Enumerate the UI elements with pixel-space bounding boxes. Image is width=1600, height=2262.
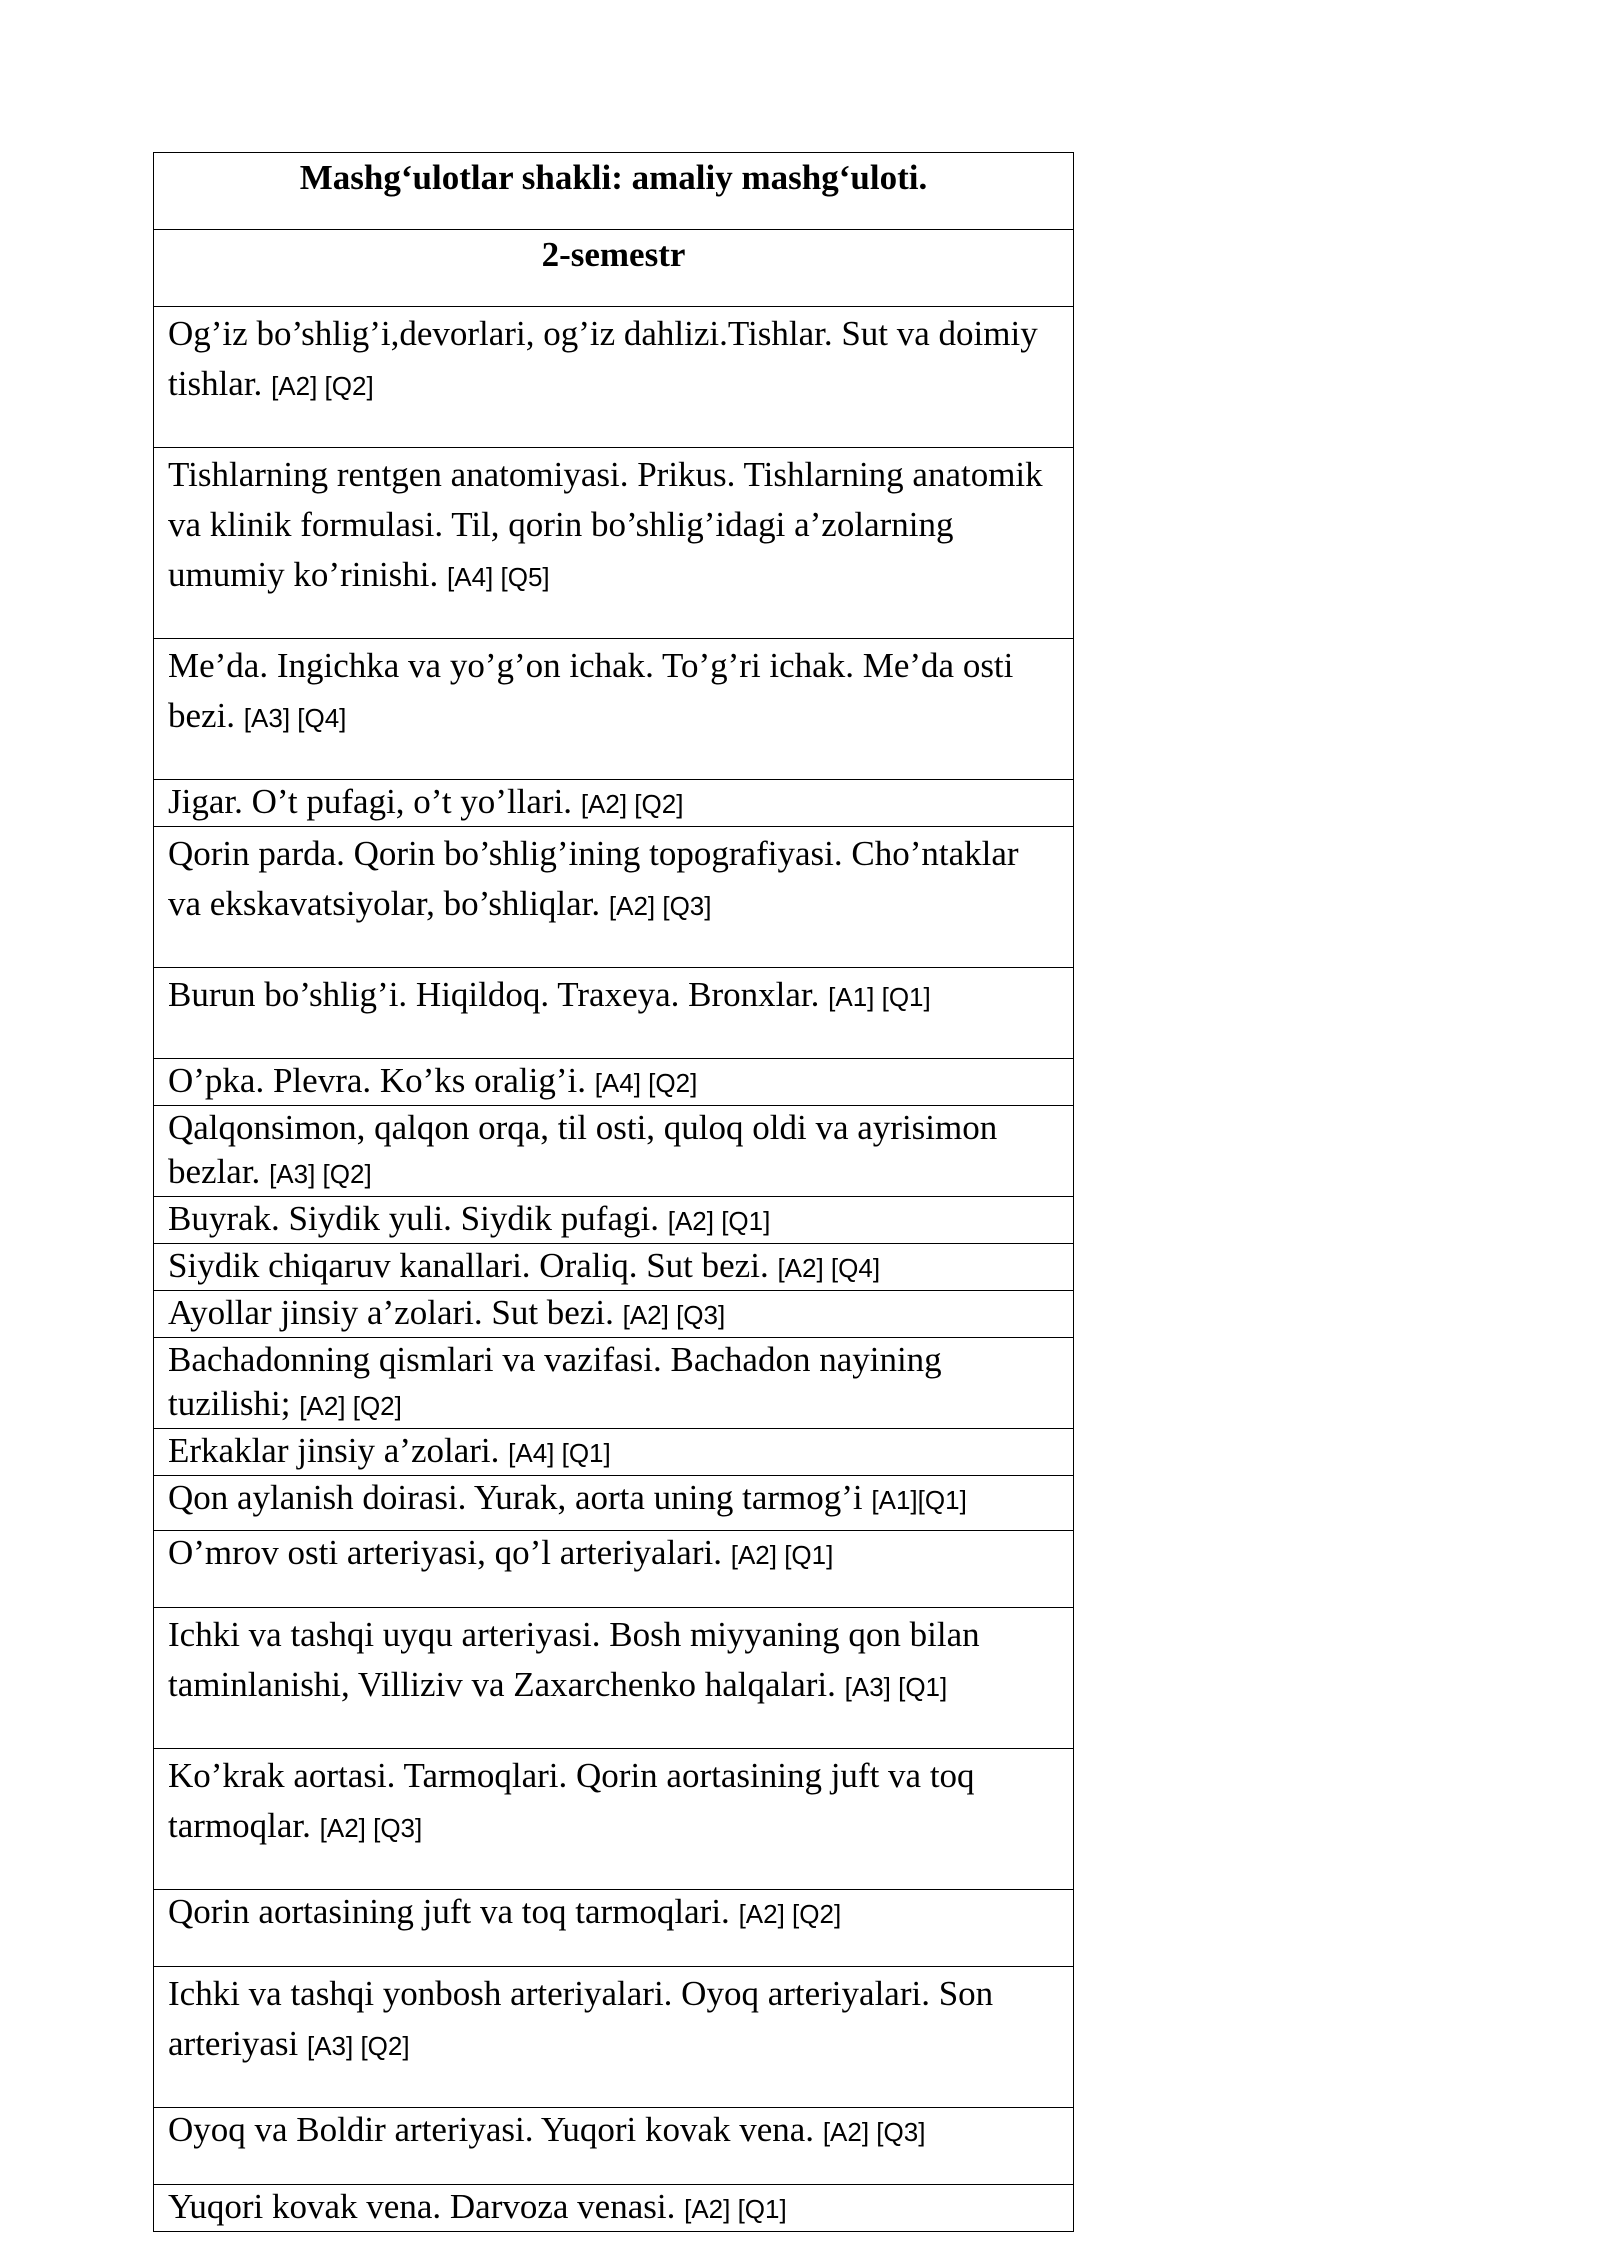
topic-text: Erkaklar jinsiy a’zolari.	[168, 1431, 500, 1470]
topic-tags: [A2] [Q1]	[730, 1540, 834, 1570]
table-row	[154, 1476, 1074, 1531]
topic-text: Ichki va tashqi uyqu arteriyasi. Bosh miyyaning qon bilan taminlanishi, Villiziv va Zaxarchenko halqalari.	[168, 1615, 980, 1704]
topic-text: Jigar. O’t pufagi, o’t yo’llari.	[168, 782, 573, 821]
table-row	[154, 1244, 1074, 1291]
topic-tags: [A4] [Q2]	[594, 1068, 698, 1098]
topic-cell	[154, 1967, 1074, 2108]
table-row	[154, 1531, 1074, 1608]
topic-text: Ayollar jinsiy a’zolari. Sut bezi.	[168, 1293, 614, 1332]
topic-cell	[154, 1429, 1074, 1476]
topic-cell	[154, 307, 1074, 448]
topic-cell	[154, 1890, 1074, 1967]
topic-tags: [A2] [Q1]	[667, 1206, 771, 1236]
topic-tags: [A3] [Q4]	[243, 703, 347, 733]
topic-cell	[154, 827, 1074, 968]
topic-cell	[154, 2108, 1074, 2185]
topic-tags: [A3] [Q2]	[306, 2031, 410, 2061]
topic-text: Yuqori kovak vena. Darvoza venasi.	[168, 2187, 676, 2226]
topic-text: Oyoq va Boldir arteriyasi. Yuqori kovak vena.	[168, 2110, 815, 2149]
topic-cell	[154, 968, 1074, 1059]
topic-text: Qon aylanish doirasi. Yurak, aorta uning tarmog’i	[168, 1478, 863, 1517]
topic-tags: [A2] [Q4]	[777, 1253, 881, 1283]
table-header-row	[154, 153, 1074, 230]
table-row	[154, 2108, 1074, 2185]
topic-cell	[154, 1531, 1074, 1608]
table-row	[154, 968, 1074, 1059]
topic-cell	[154, 1749, 1074, 1890]
topic-cell	[154, 639, 1074, 780]
topic-text: Ko’krak aortasi. Tarmoqlari. Qorin aortasining juft va toq tarmoqlar.	[168, 1756, 975, 1845]
table-row	[154, 1967, 1074, 2108]
table-row	[154, 448, 1074, 639]
topic-cell	[154, 1291, 1074, 1338]
table-row	[154, 2185, 1074, 2232]
topic-text: Siydik chiqaruv kanallari. Oraliq. Sut bezi.	[168, 1246, 769, 1285]
topic-cell	[154, 1244, 1074, 1291]
topic-text: Qorin parda. Qorin bo’shlig’ining topografiyasi. Cho’ntaklar va ekskavatsiyolar, bo’shliqlar.	[168, 834, 1019, 923]
topic-text: O’mrov osti arteriyasi, qo’l arteriyalari.	[168, 1533, 722, 1572]
table-row	[154, 827, 1074, 968]
topic-cell	[154, 1608, 1074, 1749]
table-row	[154, 1197, 1074, 1244]
topic-tags: [A2] [Q2]	[271, 371, 374, 401]
topic-cell	[154, 1338, 1074, 1429]
table-heading: Mashg‘ulotlar shakli: amaliy mashg‘uloti.	[154, 153, 1074, 230]
topic-text: Me’da. Ingichka va yo’g’on ichak. To’g’ri ichak. Me’da osti bezi.	[168, 646, 1014, 735]
table-row	[154, 307, 1074, 448]
topic-text: Qorin aortasining juft va toq tarmoqlari.	[168, 1892, 730, 1931]
topic-text: Bachadonning qismlari va vazifasi. Bachadon nayining tuzilishi;	[168, 1340, 942, 1423]
topic-text: Og’iz bo’shlig’i,devorlari, og’iz dahlizi.Tishlar. Sut va doimiy tishlar.	[168, 314, 1038, 403]
table-row	[154, 1291, 1074, 1338]
table-row	[154, 1749, 1074, 1890]
table-row	[154, 1429, 1074, 1476]
topic-tags: [A2] [Q2]	[299, 1391, 402, 1421]
topic-tags: [A2] [Q2]	[738, 1899, 842, 1929]
topic-text: Qalqonsimon, qalqon orqa, til osti, quloq oldi va ayrisimon bezlar.	[168, 1108, 998, 1191]
topic-tags: [A3] [Q1]	[844, 1672, 948, 1702]
topic-tags: [A3] [Q2]	[269, 1159, 372, 1189]
table-row	[154, 1059, 1074, 1106]
topic-cell	[154, 1476, 1074, 1531]
topic-cell	[154, 448, 1074, 639]
table-row	[154, 639, 1074, 780]
topic-tags: [A2] [Q3]	[319, 1813, 423, 1843]
topic-tags: [A2] [Q2]	[580, 789, 684, 819]
topic-tags: [A2] [Q3]	[608, 891, 712, 921]
topic-tags: [A1][Q1]	[871, 1485, 967, 1515]
topic-tags: [A4] [Q1]	[508, 1438, 611, 1468]
topic-text: O’pka. Plevra. Ko’ks oralig’i.	[168, 1061, 586, 1100]
table-row	[154, 780, 1074, 827]
semester-row	[154, 230, 1074, 307]
topic-text: Buyrak. Siydik yuli. Siydik pufagi.	[168, 1199, 659, 1238]
topic-tags: [A4] [Q5]	[447, 562, 550, 592]
topic-cell	[154, 780, 1074, 827]
semester-label: 2-semestr	[154, 230, 1074, 307]
topic-cell	[154, 1059, 1074, 1106]
topic-text: Ichki va tashqi yonbosh arteriyalari. Oyoq arteriyalari. Son arteriyasi	[168, 1974, 994, 2063]
topic-text: Tishlarning rentgen anatomiyasi. Prikus. Tishlarning anatomik va klinik formulasi. Til, qorin bo’shlig’idagi a’zolarning umumiy ko’rinishi.	[168, 455, 1043, 594]
topic-cell	[154, 2185, 1074, 2232]
topics-table	[153, 152, 1074, 2232]
table-row	[154, 1338, 1074, 1429]
topic-tags: [A2] [Q1]	[684, 2194, 787, 2224]
topic-tags: [A1] [Q1]	[828, 982, 931, 1012]
topic-cell	[154, 1106, 1074, 1197]
table-row	[154, 1106, 1074, 1197]
topic-tags: [A2] [Q3]	[822, 2117, 926, 2147]
topic-tags: [A2] [Q3]	[622, 1300, 726, 1330]
topic-text: Burun bo’shlig’i. Hiqildoq. Traxeya. Bronxlar.	[168, 975, 820, 1014]
table-row	[154, 1890, 1074, 1967]
table-row	[154, 1608, 1074, 1749]
topic-cell	[154, 1197, 1074, 1244]
